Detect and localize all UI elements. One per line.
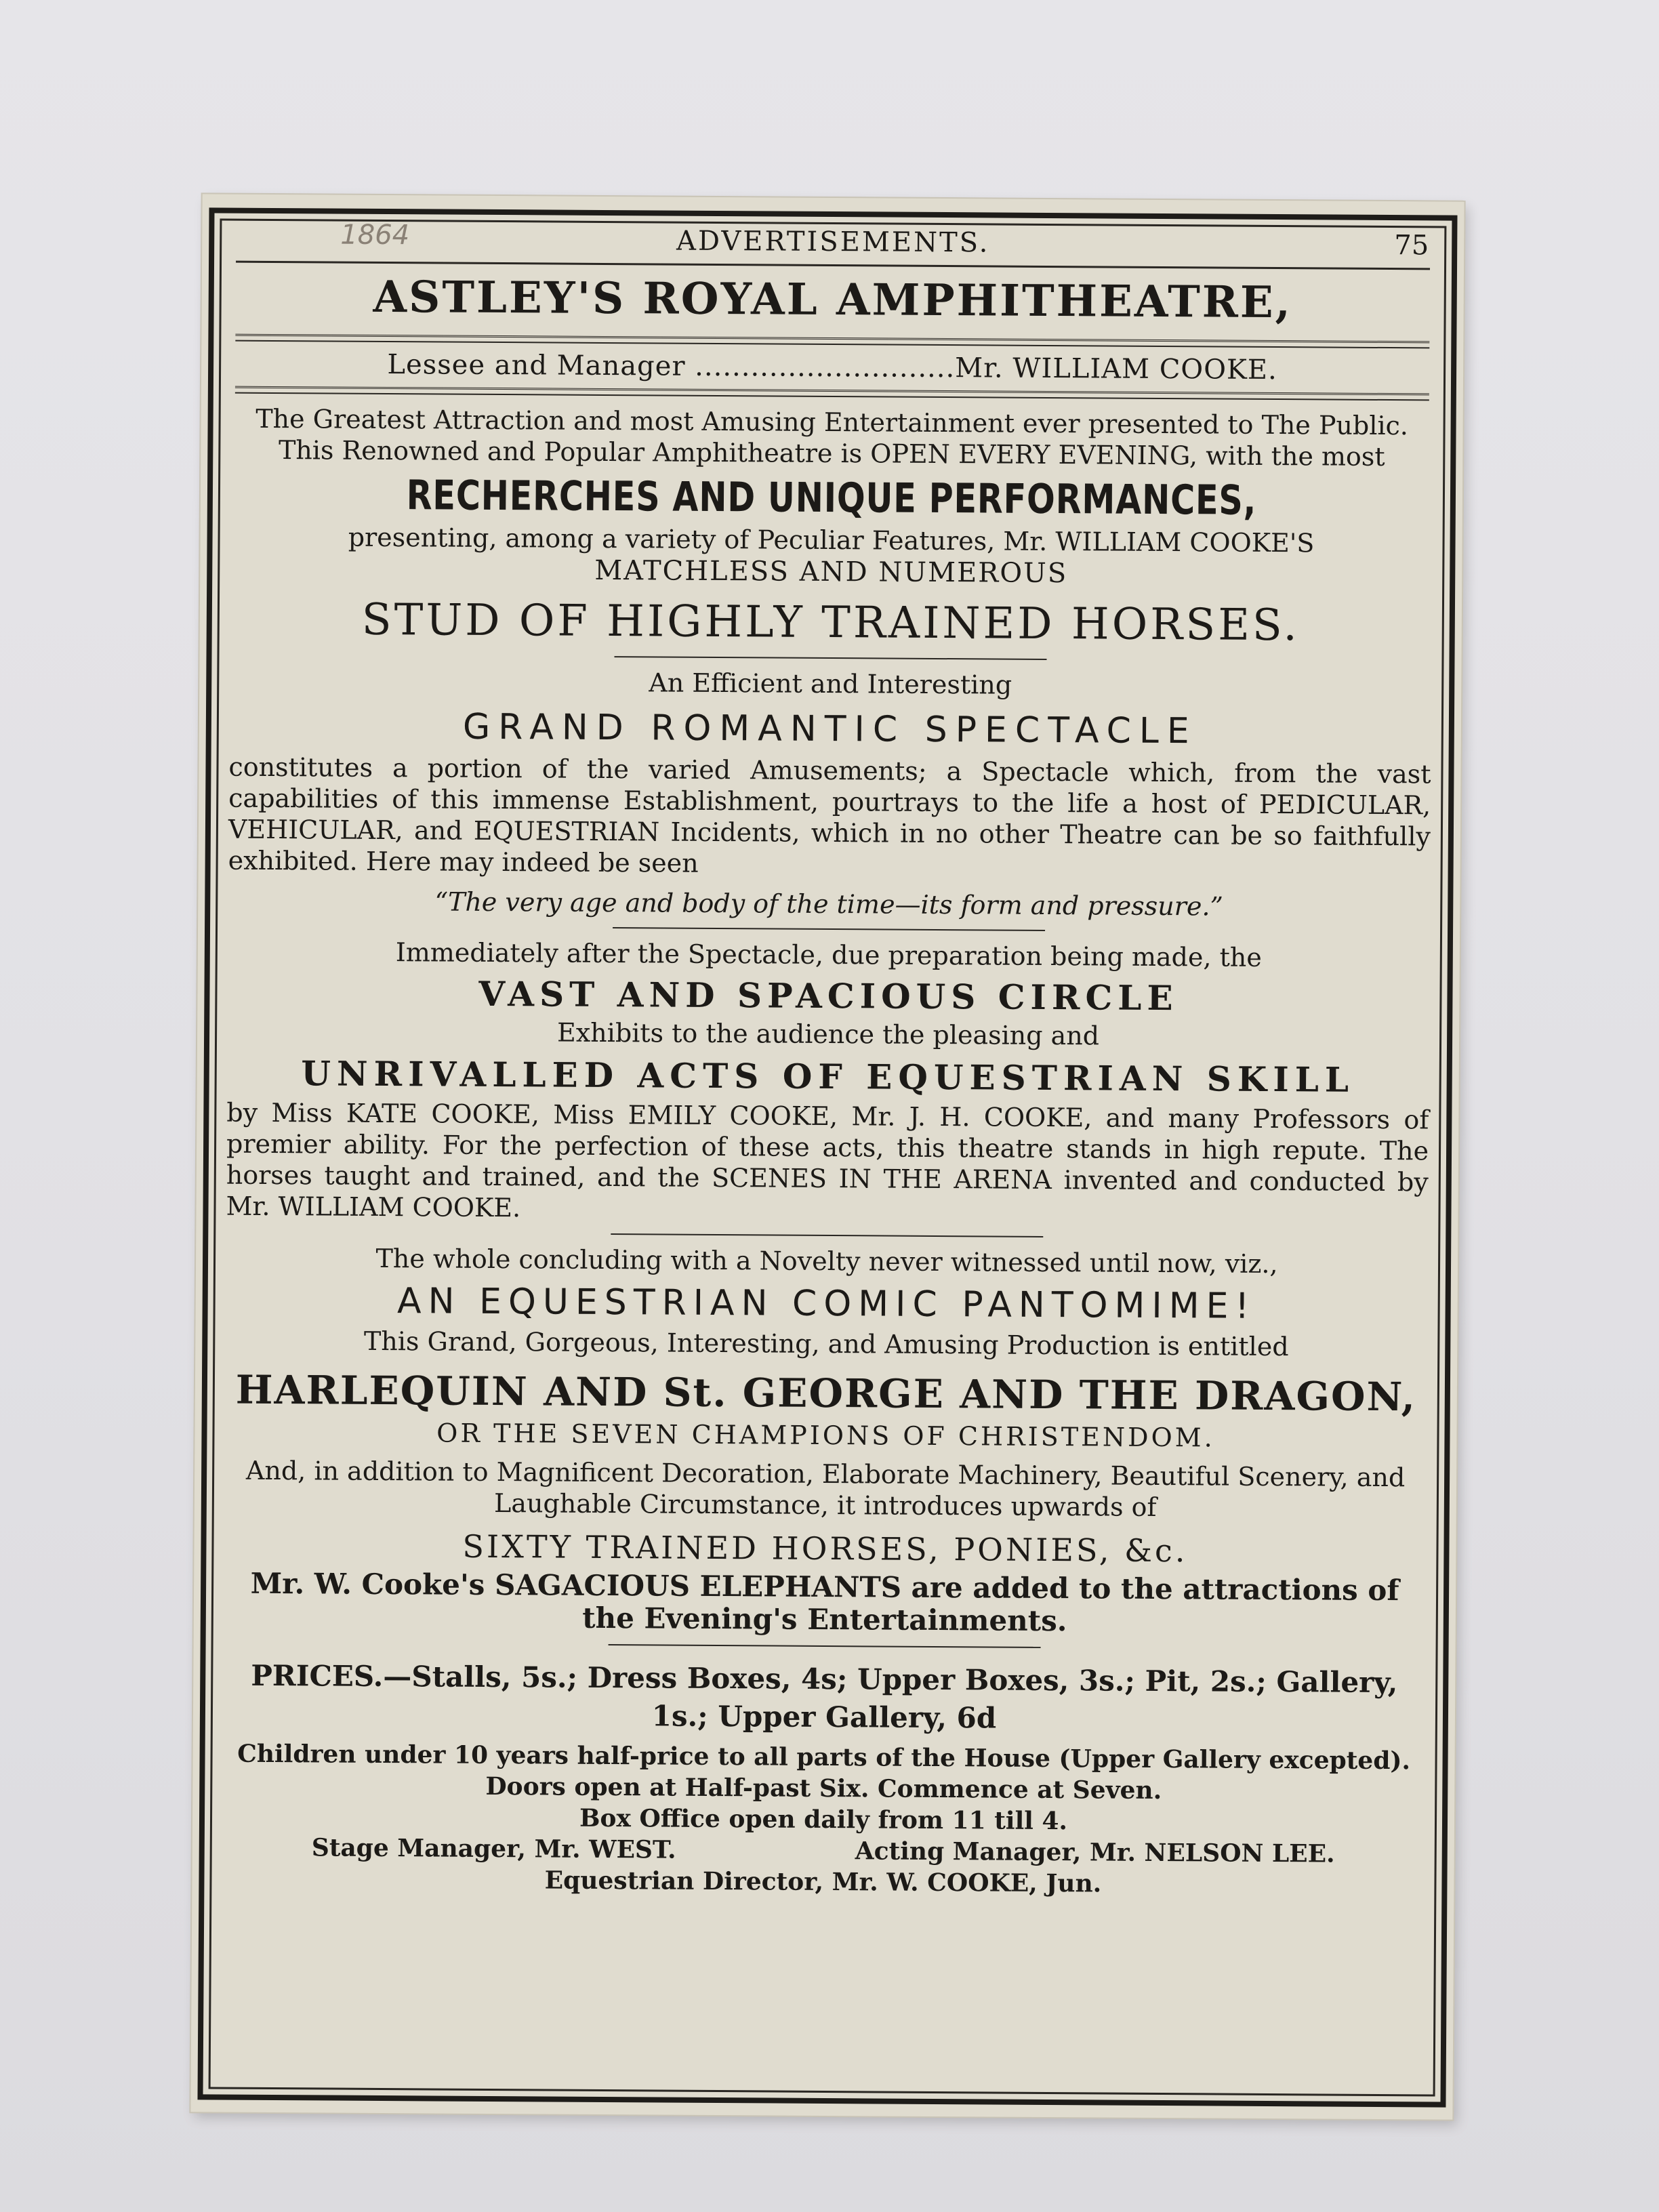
advertisement-page	[190, 194, 1464, 2119]
director-line: Equestrian Director, Mr. W. COOKE, Jun.	[544, 1866, 1102, 1898]
handwritten-note: 1864	[340, 219, 410, 251]
stage-manager: Stage Manager, Mr. WEST.	[311, 1833, 676, 1864]
children-note: Children under 10 years half-price to all parts of the House (Upper Gallery excepted).	[237, 1739, 1411, 1776]
intro-line: The Greatest Attraction and most Amusing Entertainment ever presented to The Public.	[255, 403, 1409, 441]
advertisement-content	[221, 219, 1435, 2100]
spectacle-body: constitutes a portion of the varied Amusements; a Spectacle which, from the vast capabilities of this immense Establishment, pourtrays to the life a host of PEDICULAR, VEHICULAR, and EQUESTRIAN Incidents, which in no other Theatre can be so faithfully exhibited. Here may indeed be seen	[228, 752, 1431, 878]
divider	[235, 386, 1429, 401]
acting-manager: Acting Manager, Mr. NELSON LEE.	[855, 1837, 1335, 1868]
recherches-heading: RECHERCHES AND UNIQUE PERFORMANCES,	[406, 472, 1257, 525]
pantomime-lead: The whole concluding with a Novelty never witnessed until now, viz.,	[375, 1243, 1278, 1279]
horses-heading: SIXTY TRAINED HORSES, PONIES, &c.	[462, 1528, 1188, 1570]
doors-line: Doors open at Half-past Six. Commence at Seven.	[485, 1771, 1162, 1805]
pantomime-body: And, in addition to Magnificent Decoration, Elaborate Machinery, Beautiful Scenery, and Laughable Circumstance, it introduces upwards of	[245, 1455, 1406, 1522]
page-title: ASTLEY'S ROYAL AMPHITHEATRE,	[373, 271, 1293, 329]
prices-line: PRICES.—Stalls, 5s.; Dress Boxes, 4s; Upper Boxes, 3s.; Pit, 2s.; Gallery, 1s.; Upper Gallery, 6d	[251, 1658, 1398, 1735]
elephants-line: Mr. W. Cooke's SAGACIOUS ELEPHANTS are added to the attractions of the Evening's Entertainments.	[250, 1566, 1399, 1638]
spectacle-quote: “The very age and body of the time—its form and pressure.”	[434, 886, 1224, 922]
pantomime-heading: AN EQUESTRIAN COMIC PANTOMIME!	[396, 1281, 1256, 1327]
circle-heading: VAST AND SPACIOUS CIRCLE	[478, 973, 1179, 1019]
acts-heading: UNRIVALLED ACTS OF EQUESTRIAN SKILL	[301, 1053, 1355, 1100]
pantomime-subtitle: OR THE SEVEN CHAMPIONS OF CHRISTENDOM.	[436, 1418, 1215, 1453]
pantomime-sub: This Grand, Gorgeous, Interesting, and Amusing Production is entitled	[363, 1326, 1289, 1362]
divider	[608, 1644, 1041, 1648]
manager-line: Lessee and Manager ............................Mr. WILLIAM COOKE.	[387, 349, 1277, 386]
divider	[235, 334, 1429, 349]
intro-line: MATCHLESS AND NUMEROUS	[594, 554, 1068, 590]
box-office-line: Box Office open daily from 11 till 4.	[579, 1803, 1068, 1836]
intro-line: presenting, among a variety of Peculiar Features, Mr. WILLIAM COOKE'S	[348, 522, 1315, 558]
section-heading: ADVERTISEMENTS.	[676, 225, 990, 259]
pantomime-title: HARLEQUIN AND St. GEORGE AND THE DRAGON,	[235, 1366, 1417, 1420]
spectacle-heading: GRAND ROMANTIC SPECTACLE	[462, 706, 1197, 752]
divider	[611, 1233, 1044, 1237]
circle-body: by Miss KATE COOKE, Miss EMILY COOKE, Mr. J. H. COOKE, and many Professors of premier ability. For the perfection of these acts, this theatre stands in high repute. The horses taught and trained, and the SCENES IN THE ARENA invented and conducted by Mr. WILLIAM COOKE.	[226, 1097, 1429, 1223]
circle-lead: Immediately after the Spectacle, due preparation being made, the	[395, 937, 1262, 972]
page-header	[232, 219, 1434, 266]
divider	[613, 927, 1046, 931]
stud-heading: STUD OF HIGHLY TRAINED HORSES.	[361, 594, 1300, 651]
spectacle-lead: An Efficient and Interesting	[649, 668, 1012, 700]
circle-sub: Exhibits to the audience the pleasing and	[556, 1017, 1100, 1051]
page-number: 75	[1394, 230, 1429, 262]
intro-line: This Renowned and Popular Amphitheatre is OPEN EVERY EVENING, with the most	[278, 435, 1385, 472]
divider	[614, 656, 1047, 660]
